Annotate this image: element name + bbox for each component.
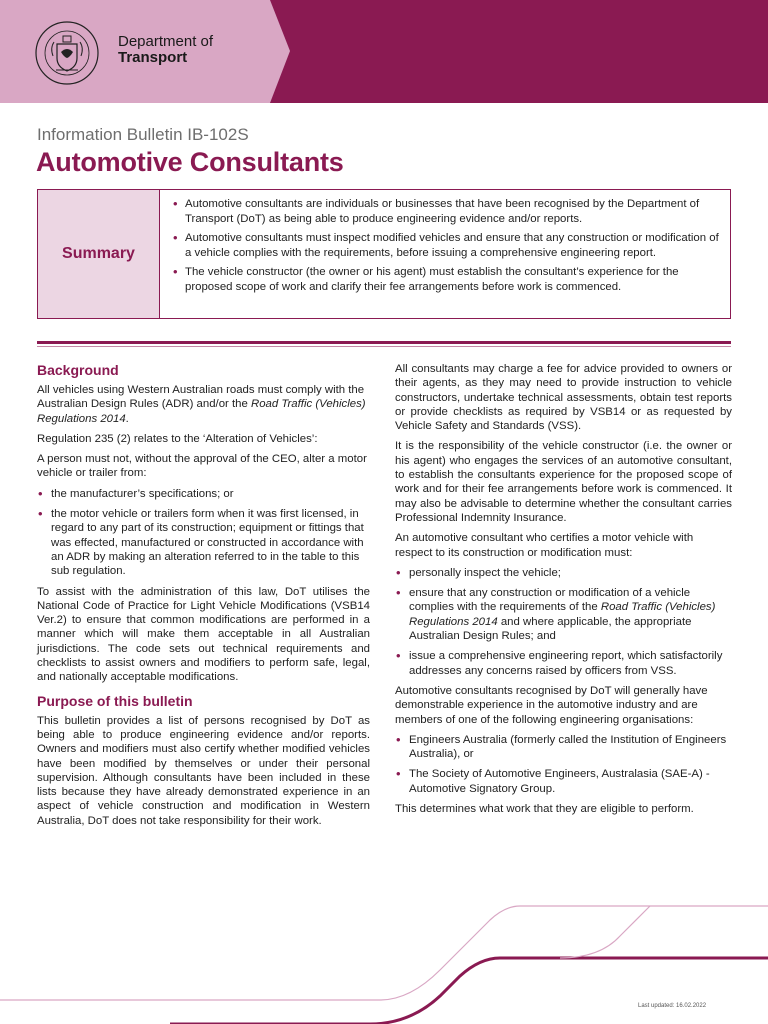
right-paragraph-1: All consultants may charge a fee for advice provided to owners or their agents, as they may need to provide instruction to vehicle constructors, undertake technical assessments, obtain test reports or provide checklists as required by VSB14 or as requested by Vehicle Safety and Standards (VSS). — [395, 363, 732, 433]
summary-box — [37, 189, 731, 319]
background-paragraph-1 — [37, 383, 370, 426]
right-paragraph-5: This determines what work that they are eligible to perform. — [395, 803, 694, 816]
list-item: • the manufacturer’s specifications; or — [51, 487, 370, 501]
summary-item: • Automotive consultants are individuals or businesses that have been recognised by the Department of Transport (DoT) as being able to produce engineering evidence and/or reports. — [185, 197, 720, 226]
purpose-paragraph: This bulletin provides a list of persons recognised by DoT as being able to produce engineering evidence and/or reports. Owners and modifiers must also certify whether modified vehicles have been modified by themselves or under their personal supervision. Although consultants have been included in these lists because they have already demonstrated experience in an aspect of vehicle construction and modification in Western Australia, DoT does not take responsibility for their work. — [37, 714, 370, 827]
right-paragraph-4: Automotive consultants recognised by DoT will generally have demonstrable experience in the automotive industry and are members of one of the following engineering organisations: — [395, 684, 708, 726]
list-item: • issue a comprehensive engineering report, which satisfactorily addresses any concerns raised by officers from VSS. — [409, 649, 732, 678]
bulletin-number: Information Bulletin IB-102S — [37, 125, 249, 144]
right-column — [395, 362, 732, 822]
list-item: • Engineers Australia (formerly called the Institution of Engineers Australia), or — [409, 733, 732, 762]
regulation-bullets — [37, 487, 370, 579]
list-item — [409, 586, 732, 643]
summary-label: Summary — [62, 245, 135, 262]
regulation-title: Road Traffic (Vehicles) Regulations 2014 — [37, 398, 366, 425]
header-banner — [0, 0, 768, 103]
text-span: and where applicable, the appropriate Australian Design Rules; and — [409, 615, 692, 643]
summary-label-cell — [38, 190, 160, 318]
regulation-title: Road Traffic (Vehicles) Regulations 2014 — [409, 601, 716, 628]
summary-item: • The vehicle constructor (the owner or his agent) must establish the consultant’s experience for the proposed scope of work and clarify their fee arrangements before work is commenced. — [185, 265, 720, 294]
background-paragraph-3: A person must not, without the approval of the CEO, alter a motor vehicle or trailer from: — [37, 453, 367, 480]
page-title: Automotive Consultants — [36, 147, 344, 177]
purpose-heading: Purpose of this bulletin — [37, 692, 193, 709]
consultant-duties — [395, 566, 732, 678]
text-span: ensure that any construction or modification of a vehicle complies with the requirements of the — [409, 587, 691, 614]
list-item: • The Society of Automotive Engineers, Australasia (SAE-A) - Automotive Signatory Group. — [409, 767, 732, 796]
right-paragraph-2: It is the responsibility of the vehicle constructor (i.e. the owner or his agent) who engages the services of an automotive consultant, to establish the consultants experience for the proposed scope of work and for their fee arrangements before work is commenced. It may also be advisable to determine whether the consultant carries Professional Indemnity Insurance. — [395, 440, 732, 524]
last-updated: Last updated: 16.02.2022 — [638, 1003, 707, 1009]
department-line-1: Department of — [118, 33, 214, 50]
section-divider-thin — [37, 346, 731, 347]
department-line-2: Transport — [118, 49, 188, 66]
right-paragraph-3: An automotive consultant who certifies a motor vehicle with respect to its construction or modification must: — [395, 532, 694, 559]
department-name — [118, 34, 213, 66]
list-item: • the motor vehicle or trailers form when it was first licensed, in regard to any part of its construction; equipment or fittings that was effected, manufactured or constructed in accordance with an ADR by making an alteration referred to in the table to this sub regulation. — [51, 507, 370, 578]
section-divider — [37, 341, 731, 344]
summary-item: • Automotive consultants must inspect modified vehicles and ensure that any construction or modification of a vehicle complies with the requirements, before issuing a comprehensive engineering report. — [185, 231, 720, 260]
background-paragraph-4: To assist with the administration of this law, DoT utilises the National Code of Practice for Light Vehicle Modifications (VSB14 Ver.2) to ensure that common modifications are performed in a manner which will make them acceptable in all Australian jurisdictions. The code sets out technical requirements and checklists to assist owners and modifiers to perform safe, legal, and nationally acceptable modifications. — [37, 585, 370, 684]
government-crest-icon — [34, 20, 100, 86]
text-span: . — [125, 412, 129, 425]
background-heading: Background — [37, 362, 119, 378]
list-item: • personally inspect the vehicle; — [409, 566, 732, 580]
banner-shape — [0, 0, 768, 103]
summary-list — [160, 190, 730, 318]
left-column — [37, 362, 370, 834]
background-paragraph-2: Regulation 235 (2) relates to the ‘Alteration of Vehicles’: — [37, 432, 318, 445]
organisation-list — [395, 733, 732, 796]
text-span: All vehicles using Western Australian roads must comply with the Australian Design Rules (ADR) and/or the — [37, 384, 365, 411]
